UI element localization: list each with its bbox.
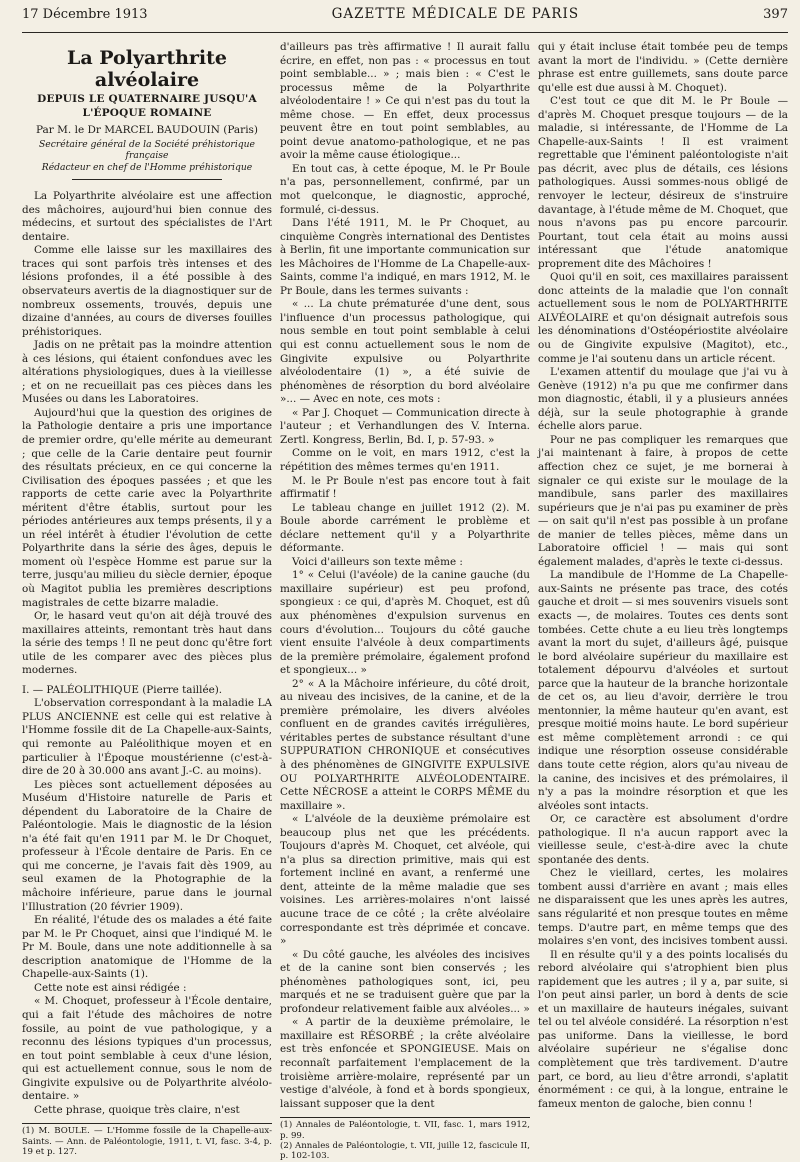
paragraph: Or, ce caractère est absolument d'ordre pathologique. Il n'a aucun rapport avec la vieillesse seule, c'est-à-dire avec la chute spontanée des dents. (538, 813, 788, 866)
footnote: (1) M. BOULE. — L'Homme fossile de la Chapelle-aux-Saints. — Ann. de Paléontologie, 1911, t. VI, fasc. 3-4, p. 19 et p. 127. (22, 1126, 272, 1158)
column-3 (538, 41, 788, 1141)
paragraph: Il en résulte qu'il y a des points localisés du rebord alvéolaire qui s'atrophient bien plus rapidement que les autres ; il y a, par suite, si l'on peut ainsi parler, un bord à dents de scie et un maxillaire de hauteurs inégales, suivant tel ou tel alvéole considéré. La résorption n'est pas uniforme. Dans la vieillesse, le bord alvéolaire supérieur ne s'égalise donc complètement que très tardivement. D'autre part, ce bord, au lieu d'être arrondi, s'aplatit énormément : ce qui, à la longue, entraine le fameux menton de galoche, bien connu ! (538, 948, 788, 1110)
affiliation-line-2: Rédacteur en chef de l'Homme préhistorique (41, 161, 253, 173)
paragraph: M. le Pr Boule n'est pas encore tout à fait affirmatif ! (280, 474, 530, 501)
quotation: « ... La chute prématurée d'une dent, sous l'influence d'un processus pathologique, qui nous semble en tout point semblable à celui qui est connu actuellement sous le nom de Gingivite expulsive ou Polyarthrite alvéolodentaire (1) », a été suivie de phénomènes de résorption du bord alvéolaire »... — Avec en note, ces mots : (280, 298, 530, 406)
page-header (22, 6, 788, 33)
paragraph: Comme elle laisse sur les maxillaires des traces qui sont parfois très intenses et des lésions profondes, il a été possible à des observateurs avertis de la diagnostiquer sur de nombreux ossements, trouvés, depuis une dizaine d'années, au cours de diverses fouilles préhistoriques. (22, 244, 272, 338)
title-divider (72, 179, 222, 180)
article-columns (22, 41, 788, 1162)
footnote: (2) Annales de Paléontologie, t. VII, juille 12, fascicule II, p. 102-103. (280, 1141, 530, 1162)
issue-date: 17 Décembre 1913 (22, 7, 148, 22)
paragraph: L'observation correspondant à la maladie LA PLUS ANCIENNE est celle qui est relative à l'Homme fossile dit de La Chapelle-aux-Saints, qui remonte au Paléolithique moyen et en particulier à l'Époque moustérienne (c'est-à-dire de 20 à 30.000 ans avant J.-C. au moins). (22, 697, 272, 778)
paragraph: Chez le vieillard, certes, les molaires tombent aussi d'arrière en avant ; mais elles ne disparaissent que les unes après les autres, sans régularité et non presque toutes en même temps. D'autre part, en même temps que des molaires s'en vont, des incisives tombent aussi. (538, 867, 788, 948)
paragraph: La Polyarthrite alvéolaire est une affection des mâchoires, aujourd'hui bien connue des médecins, et surtout des spécialistes de l'Art dentaire. (22, 190, 272, 243)
paragraph: Jadis on ne prêtait pas la moindre attention à ces lésions, qui étaient confondues avec les altérations physiologiques, dues à la vieillesse ; et on ne recueillait pas ces pièces dans les Musées ou dans les Laboratoires. (22, 339, 272, 406)
paragraph: Cette phrase, quoique très claire, n'est (34, 1103, 240, 1116)
footnotes (22, 1123, 272, 1157)
paragraph: Voici d'ailleurs son texte même : (292, 555, 463, 568)
quotation: « Par J. Choquet — Communication directe à l'auteur ; et Verhandlungen des V. Interna. Zertl. Kongress, Berlin, Bd. I, p. 57-93. » (280, 406, 530, 446)
paragraph: qui y était incluse était tombée peu de temps avant la mort de l'individu. » (Cette dernière phrase est entre guillemets, sans doute parce qu'elle est due aussi à M. Choquet). (538, 41, 788, 94)
article-author: Par M. le Dr MARCEL BAUDOUIN (Paris) (35, 124, 259, 137)
quotation: 1° « Celui (l'avéole) de la canine gauche (du maxillaire supérieur) est peu profond, spongieux : ce qui, d'après M. Choquet, est dû aux phénomènes d'expulsion survenus en cours d'évolution... Toujours du côté gauche vient ensuite l'alvéole à deux compartiments de la première prémolaire, également profond et spongieux... » (280, 569, 530, 677)
section-heading: I. — PALÉOLITHIQUE (Pierre taillée). (22, 683, 223, 696)
paragraph: d'ailleurs pas très affirmative ! Il aurait fallu écrire, en effet, non pas : « processus en tout point semblable... » ; mais bien : « C'est le processus même de la Polyarthrite alvéolodentaire ! » Ce qui n'est pas du tout la même chose. — En effet, deux processus peuvent être en tout point semblables, au point devue anatomo-pathologique, et ne pas avoir la même cause étiologique... (280, 41, 530, 162)
paragraph: Pour ne pas compliquer les remarques que j'ai maintenant à faire, à propos de cette affection chez ce sujet, je me bornerai à signaler ce qui existe sur le moulage de la mandibule, sans parler des maxillaires supérieurs que je n'ai pas pu examiner de près — on sait qu'il n'est pas possible à un profane de manier de telles pièces, même dans un Laboratoire officiel ! — mais qui sont également malades, d'après le texte ci-dessus. (538, 433, 788, 568)
paragraph: Le tableau change en juillet 1912 (2). M. Boule aborde carrément le problème et déclare nettement qu'il y a Polyarthrite déformante. (280, 501, 530, 555)
author-affiliation (22, 139, 272, 174)
quotation: 2° « A la Mâchoire inférieure, du côté droit, au niveau des incisives, de la canine, et de la première prémolaire, les divers alvéoles confluent en de grandes cavités irrégulières, véritables pertes de substance résultant d'une SUPPURATION CHRONIQUE et consécutives à des phénomènes de GINGIVITE EXPULSIVE OU POLYARTHRITE ALVÉOLODENTAIRE. Cette NÉCROSE a atteint le CORPS MÊME du maxillaire ». (280, 677, 530, 812)
article-title: La Polyarthrite alvéolaire (67, 47, 227, 91)
quotation: « A partir de la deuxième prémolaire, le maxillaire est RÉSORBÉ ; la crête alvéolaire est très enfoncée et SPONGIEUSE. Mais on reconnaît parfaitement l'emplacement de la troisième arrière-molaire, représenté par un vestige d'alvéole, à fond et à bords spongieux, laissant supposer que la dent (280, 1016, 530, 1110)
paragraph: Aujourd'hui que la question des origines de la Pathologie dentaire a pris une importance de premier ordre, qu'elle mérite au demeurant ; que celle de la Carie dentaire peut fournir des résultats précieux, en ce qui concerne la Civilisation des époques passées ; et que les rapports de cette carie avec la Polyarthrite méritent d'être établis, surtout pour les périodes antérieures aux temps présents, il y a un réel intérêt à étudier l'évolution de cette Polyarthrite dans la série des âges, depuis le moment où l'espèce Homme est parue sur la terre, jusqu'au milieu du siècle dernier, époque où Magitot publia les premières descriptions magistrales de cette bizarre maladie. (22, 406, 272, 609)
paragraph: Dans l'été 1911, M. le Pr Choquet, au cinquième Congrès international des Dentistes à Berlin, fit une importante communication sur les Mâchoires de l'Homme de La Chapelle-aux-Saints, comme l'a indiqué, en mars 1912, M. le Pr Boule, dans les termes suivants : (280, 217, 530, 297)
paragraph: La mandibule de l'Homme de La Chapelle-aux-Saints ne présente pas trace, des cotés gauche et droit — si mes souvenirs visuels sont exacts —, de molaires. Toutes ces dents sont tombées. Cette chute a eu lieu très longtemps avant la mort du sujet, d'ailleurs âgé, puisque le bord alvéolaire supérieur du maxillaire est totalement dépourvu d'alvéoles et surtout parce que la hauteur de la branche horizontale de cet os, au lieu d'avoir, derrière le trou mentonnier, la même hauteur qu'en avant, est presque moitié moins haute. Le bord supérieur est même complètement arrondi : ce qui indique une résorption osseuse considérable dans toute cette région, alors qu'au niveau de la canine, des incisives et des prémolaires, il n'y a pas la moindre résorption et que les alvéoles sont intacts. (538, 569, 788, 812)
journal-name: GAZETTE MÉDICALE DE PARIS (331, 6, 580, 22)
paragraph: Les pièces sont actuellement déposées au Muséum d'Histoire naturelle de Paris et dépendent du Laboratoire de la Chaire de Paléontologie. Mais le diagnostic de la lésion n'a été fait qu'en 1911 par M. le Dr Choquet, professeur à l'École dentaire de Paris. En ce qui me concerne, je l'avais fait dès 1909, au seul examen de la Photographie de la mâchoire inférieure, parue dans le journal l'Illustration (20 février 1909). (22, 778, 272, 913)
paragraph: L'examen attentif du moulage que j'ai vu à Genève (1912) n'a pu que me confirmer dans mon diagnostic, établi, il y a plusieurs années déjà, sur la seule photographie à grande échelle alors parue. (538, 366, 788, 433)
footnote: (1) Annales de Paléontologie, t. VII, fasc. 1, mars 1912, p. 99. (280, 1120, 530, 1141)
page-number: 397 (763, 7, 788, 22)
column-1 (22, 41, 272, 1158)
quotation: « M. Choquet, professeur à l'École dentaire, qui a fait l'étude des mâchoires de notre fossile, au point de vue pathologique, y a reconnu des lésions typiques d'un processus, en tout point semblable à ceux d'une lésion, qui est actuellement connue, sous le nom de Gingivite expulsive ou de Polyarthrite alvéolo-dentaire. » (22, 995, 272, 1103)
column-2 (280, 41, 530, 1162)
paragraph: Cette note est ainsi rédigée : (34, 981, 187, 994)
paragraph: En réalité, l'étude des os malades a été faite par M. le Pr Choquet, ainsi que l'indiqué M. le Pr M. Boule, dans une note additionnelle à sa description anatomique de l'Homme de la Chapelle-aux-Saints (1). (22, 914, 272, 981)
paragraph: C'est tout ce que dit M. le Pr Boule — d'après M. Choquet presque toujours — de la maladie, si intéressante, de l'Homme de La Chapelle-aux-Saints ! Il est vraiment regrettable que l'éminent paléontologiste n'ait pas décrit, avec plus de détails, ces lésions pathologiques. Aussi sommes-nous obligé de renvoyer le lecteur, désireux de s'instruire davantage, à l'étude même de M. Choquet, que nous n'avons pas pu encore parcourir. Pourtant, tout cela était au moins aussi intéressant que l'étude anatomique proprement dite des Mâchoires ! (538, 95, 788, 270)
quotation: « Du côté gauche, les alvéoles des incisives et de la canine sont bien conservés ; les phénomènes pathologiques sont, ici, peu marqués et ne se traduisent guère que par la profondeur relativement faible aux alvéoles... » (280, 948, 530, 1015)
quotation: « L'alvéole de la deuxième prémolaire est beaucoup plus net que les précédents. Toujours d'après M. Choquet, cet alvéole, qui n'a plus sa direction primitive, mais qui est fortement incliné en avant, a renfermé une dent, atteinte de la même maladie que ses voisines. Les arrières-molaires n'ont laissé aucune trace de ce côté ; la crête alvéolaire correspondante est très déprimée et concave. » (280, 813, 530, 948)
article-subtitle: DEPUIS LE QUATERNAIRE JUSQU'A L'ÉPOQUE ROMAINE (37, 93, 257, 119)
paragraph: Comme on le voit, en mars 1912, c'est la répétition des mêmes termes qu'en 1911. (280, 447, 530, 473)
paragraph: Quoi qu'il en soit, ces maxillaires paraissent donc atteints de la maladie que l'on connaît actuellement sous le nom de POLYARTHRITE ALVÉOLAIRE et qu'on désignait autrefois sous les dénominations d'Ostéopériostite alvéolaire ou de Gingivite expulsive (Magitot), etc., comme je l'ai soutenu dans un article récent. (538, 271, 788, 365)
paragraph: Or, le hasard veut qu'on ait déjà trouvé des maxillaires atteints, remontant très haut dans la série des temps ! Il ne peut donc qu'être fort utile de les comparer avec des pièces plus modernes. (22, 610, 272, 677)
paragraph: En tout cas, à cette époque, M. le Pr Boule n'a pas, personnellement, confirmé, par un mot quelconque, le diagnostic, approché, formulé, ci-dessus. (280, 162, 530, 216)
affiliation-line-1: Secrétaire général de la Société préhistorique française (38, 138, 255, 162)
footnotes (280, 1117, 530, 1162)
